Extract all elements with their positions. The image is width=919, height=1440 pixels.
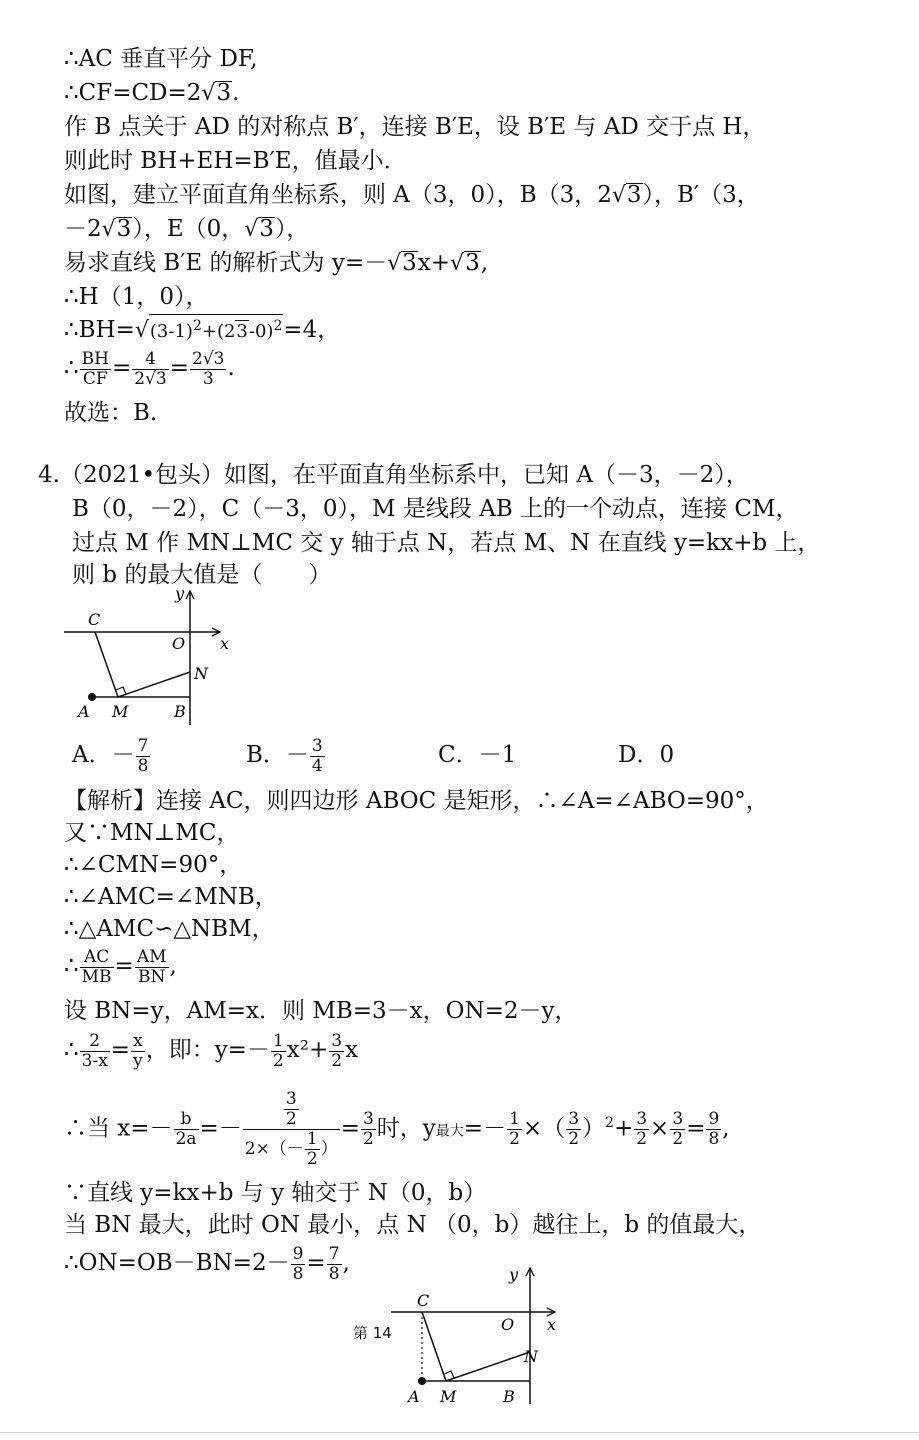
text: ） xyxy=(582,1115,606,1142)
line6-mid: ），E（0， xyxy=(132,216,245,242)
fraction xyxy=(174,1110,199,1149)
frac-den: 4 xyxy=(311,755,323,776)
label-A: A xyxy=(408,1387,420,1406)
fraction xyxy=(634,1110,649,1149)
text-line-3: 作 B 点关于 AD 的对称点 B′，连接 B′E，设 B′E 与 AD 交于点 H， xyxy=(64,114,766,140)
frac-num: 1 xyxy=(509,1109,520,1130)
option-b-label: B．－ xyxy=(246,742,309,768)
frac-num: 3 xyxy=(285,1089,297,1110)
superscript: 2 xyxy=(605,1115,614,1131)
rad-sup: 2 xyxy=(273,318,283,334)
text: =－ xyxy=(199,1115,242,1142)
sqrt-radicand: 3 xyxy=(465,250,480,276)
sqrt-icon: √ xyxy=(387,251,402,276)
fraction xyxy=(271,1032,286,1071)
frac-den: 2 xyxy=(672,1129,684,1150)
label-O: O xyxy=(172,634,186,653)
text: ） xyxy=(320,1139,338,1160)
fraction xyxy=(329,1032,344,1071)
equals: = xyxy=(169,355,189,381)
solution-line-3: ∴∠CMN=90°， xyxy=(64,852,243,878)
text: + xyxy=(613,1115,634,1142)
inner-radicand: 3 xyxy=(236,321,248,342)
figure-coordinate-diagram-2 xyxy=(385,1262,575,1412)
frac-den: 8 xyxy=(328,1263,340,1284)
frac-den: 2a xyxy=(175,1129,197,1150)
fraction xyxy=(80,948,114,987)
frac-num: 1 xyxy=(306,1129,318,1150)
solution-line-10: ∵直线 y=kx+b 与 y 轴交于 N（0，b） xyxy=(64,1180,487,1206)
frac-num: b xyxy=(180,1109,192,1130)
text-line-6 xyxy=(64,214,309,245)
solution-line-7: 设 BN=y，AM=x．则 MB=3－x，ON=2－y， xyxy=(64,998,578,1024)
frac-num: BH xyxy=(81,348,109,369)
sqrt-icon: √ xyxy=(244,217,259,242)
frac-den: CF xyxy=(80,369,111,389)
text: × xyxy=(650,1115,670,1142)
label-x: x xyxy=(220,634,230,653)
right-angle-mark-icon xyxy=(116,687,126,694)
line6-end: ）， xyxy=(274,216,310,242)
frac-den: 2 xyxy=(285,1109,297,1130)
line6-text: －2 xyxy=(64,216,102,242)
equals: = xyxy=(306,1250,326,1276)
solution-line-9 xyxy=(64,1076,730,1179)
text-line-8: ∴H（1，0）， xyxy=(64,284,209,310)
line2-text: ∴CF=CD=2 xyxy=(64,80,202,106)
line7-text: 易求直线 B′E 的解析式为 y=－ xyxy=(64,250,388,276)
label-M: M xyxy=(112,702,129,721)
frac-num: 3 xyxy=(362,1109,374,1130)
frac-den: MB xyxy=(81,966,112,987)
frac-num: 1 xyxy=(272,1030,284,1051)
point-A-dot xyxy=(418,1377,426,1385)
text-line-4: 则此时 BH+EH=B′E，值最小． xyxy=(64,148,407,174)
solution-line-8 xyxy=(64,1026,358,1074)
frac-num: AM xyxy=(136,946,167,967)
text-line-1: ∴AC 垂直平分 DF, xyxy=(64,46,258,72)
solution-line-5: ∴△AMC∽△NBM， xyxy=(64,916,275,942)
text: 2×（－ xyxy=(244,1139,304,1160)
text-line-7 xyxy=(64,248,488,279)
sqrt-icon: √ xyxy=(450,251,465,276)
frac-den: 2 xyxy=(509,1129,520,1150)
fraction xyxy=(566,1110,581,1149)
sqrt-radicand: 3 xyxy=(626,182,642,208)
rad-part: -0) xyxy=(248,321,274,342)
rad-part: (3-1) xyxy=(149,321,193,342)
text: 时，y xyxy=(376,1115,436,1142)
equals: = xyxy=(340,1115,360,1142)
segment-CM xyxy=(422,1312,446,1381)
fraction xyxy=(310,737,325,776)
fraction xyxy=(507,1110,522,1149)
fraction xyxy=(131,1032,145,1071)
subscript: 最大 xyxy=(435,1123,464,1140)
fraction xyxy=(670,1110,685,1149)
text: ×（ xyxy=(522,1115,566,1142)
segment-MN xyxy=(118,672,190,697)
line2-end: . xyxy=(232,80,240,106)
label-A: A xyxy=(78,702,90,721)
frac-den: 3-x xyxy=(81,1050,108,1071)
frac-den: 2 xyxy=(362,1129,374,1150)
frac-num: 3 xyxy=(672,1109,684,1130)
frac-den: 2 xyxy=(272,1050,284,1071)
frac-num: x xyxy=(133,1030,143,1051)
frac-den: 8 xyxy=(137,755,149,776)
line7-end: , xyxy=(480,250,489,276)
text: ∴ON=OB－BN=2－ xyxy=(64,1250,290,1276)
frac-den: 2 xyxy=(636,1129,648,1150)
frac-den: 2√3 xyxy=(134,368,167,389)
frac-den xyxy=(243,1129,340,1169)
question-line-4: 则 b 的最大值是（ ） xyxy=(72,562,332,588)
solution-line-6 xyxy=(64,942,177,990)
sqrt-icon: √ xyxy=(101,217,116,242)
sqrt-icon: √ xyxy=(201,81,216,106)
frac-num: 3 xyxy=(568,1109,580,1130)
compound-fraction xyxy=(243,1090,340,1169)
fraction xyxy=(135,948,169,987)
segment-CM xyxy=(95,632,118,697)
line5-text: 如图，建立平面直角坐标系，则 A（3，0），B（3，2 xyxy=(64,182,612,208)
rad-part: +(2 xyxy=(201,321,236,342)
line7-x: x+ xyxy=(417,250,451,276)
frac-den: BN xyxy=(135,967,169,987)
equals: = xyxy=(110,1037,131,1063)
frac-num: 3 xyxy=(311,735,323,756)
text: ∴当 x=－ xyxy=(64,1115,173,1142)
sqrt-radicand: 3 xyxy=(402,250,417,276)
bottom-divider xyxy=(0,1432,919,1433)
label-y: y xyxy=(175,585,185,603)
sqrt-radicand xyxy=(149,314,283,343)
label-N: N xyxy=(524,1347,538,1366)
equals: = xyxy=(111,355,132,381)
fraction xyxy=(190,350,226,389)
line9-text: ∴BH= xyxy=(64,317,135,343)
option-a[interactable] xyxy=(72,732,151,778)
option-c[interactable]: C．－1 xyxy=(438,742,517,768)
frac-num: 3 xyxy=(636,1109,648,1130)
label-x: x xyxy=(547,1315,557,1334)
label-B: B xyxy=(174,702,186,721)
solution-line-11: 当 BN 最大，此时 ON 最小，点 N （0，b）越往上，b 的值最大， xyxy=(64,1212,762,1238)
period: . xyxy=(227,355,235,381)
frac-num: 2√3 xyxy=(192,348,225,369)
therefore: ∴ xyxy=(64,953,79,979)
label-M: M xyxy=(440,1387,457,1406)
frac-num xyxy=(243,1090,340,1129)
frac-den: 8 xyxy=(708,1129,720,1150)
option-d[interactable]: D．0 xyxy=(618,742,675,768)
equals: = xyxy=(686,1115,706,1142)
text-line-9 xyxy=(64,314,340,346)
fraction xyxy=(132,350,168,389)
sqrt-radicand: 3 xyxy=(116,216,132,242)
frac-num: 9 xyxy=(708,1109,720,1130)
label-C: C xyxy=(88,610,101,629)
sqrt-icon: √ xyxy=(134,318,149,343)
label-B: B xyxy=(503,1387,515,1406)
fraction xyxy=(80,350,111,389)
text: ，即：y=－ xyxy=(145,1037,270,1063)
fraction xyxy=(80,1032,110,1071)
point-A-dot xyxy=(88,693,96,701)
right-angle-mark-icon xyxy=(444,1371,454,1378)
comma: , xyxy=(169,953,177,979)
frac-den: 2 xyxy=(568,1129,580,1150)
rad-sup: 2 xyxy=(192,318,202,334)
text-line-5 xyxy=(64,180,760,211)
sqrt-radicand: 3 xyxy=(216,80,232,106)
fraction xyxy=(291,1245,306,1284)
fraction xyxy=(327,1245,342,1284)
solution-line-4: ∴∠AMC=∠MNB， xyxy=(64,884,278,910)
sqrt-radicand: 3 xyxy=(259,216,274,242)
comma: , xyxy=(342,1250,350,1276)
text-line-11: 故选：B. xyxy=(64,400,158,426)
label-C: C xyxy=(417,1291,430,1310)
therefore: ∴ xyxy=(64,355,79,381)
line5-end: ），B′（3， xyxy=(642,182,760,208)
question-line-1: 4.（2021•包头）如图，在平面直角坐标系中，已知 A（－3，－2）， xyxy=(38,462,749,488)
solution-line-12 xyxy=(64,1240,350,1286)
frac-den: 8 xyxy=(292,1263,304,1284)
line9-end: =4， xyxy=(283,317,341,343)
solution-line-1: 【解析】连接 AC，则四边形 ABOC 是矩形，∴∠A=∠ABO=90°， xyxy=(64,788,769,814)
solution-line-2: 又∵MN⊥MC， xyxy=(64,820,240,846)
text-line-2 xyxy=(64,78,239,109)
frac-num: 4 xyxy=(145,348,156,369)
frac-num: 3 xyxy=(331,1030,343,1051)
page-number: 第 14 xyxy=(353,1324,392,1342)
label-O: O xyxy=(501,1315,515,1334)
frac-num: 7 xyxy=(328,1243,340,1264)
frac-den: 2 xyxy=(331,1050,343,1071)
fraction xyxy=(361,1110,376,1149)
frac-den: y xyxy=(133,1050,143,1071)
label-N: N xyxy=(194,664,208,683)
text: x xyxy=(345,1037,359,1063)
fraction xyxy=(136,737,151,776)
text-line-10 xyxy=(64,346,235,390)
comma: , xyxy=(722,1115,730,1142)
frac-num: AC xyxy=(83,946,110,967)
fraction xyxy=(305,1130,320,1169)
frac-num: 7 xyxy=(137,735,149,756)
label-y: y xyxy=(509,1265,519,1284)
option-b[interactable] xyxy=(246,732,326,778)
frac-den: 2 xyxy=(306,1149,318,1170)
segment-MN xyxy=(446,1352,530,1381)
fraction xyxy=(284,1090,299,1129)
frac-num: 9 xyxy=(292,1243,304,1264)
text: x²+ xyxy=(286,1037,329,1063)
fraction xyxy=(706,1110,721,1149)
figure-coordinate-diagram-1 xyxy=(60,585,240,730)
question-line-2: B（0，－2），C（－3，0），M 是线段 AB 上的一个动点，连接 CM， xyxy=(72,496,799,522)
equals: = xyxy=(114,953,134,979)
question-line-3: 过点 M 作 MN⊥MC 交 y 轴于点 N，若点 M、N 在直线 y=kx+b 上， xyxy=(72,530,821,556)
option-a-label: A．－ xyxy=(72,742,135,768)
therefore: ∴ xyxy=(64,1037,79,1063)
text: =－ xyxy=(463,1115,507,1142)
sqrt-icon: √ xyxy=(611,183,626,208)
frac-den: 3 xyxy=(190,369,226,389)
frac-num: 2 xyxy=(89,1030,101,1051)
